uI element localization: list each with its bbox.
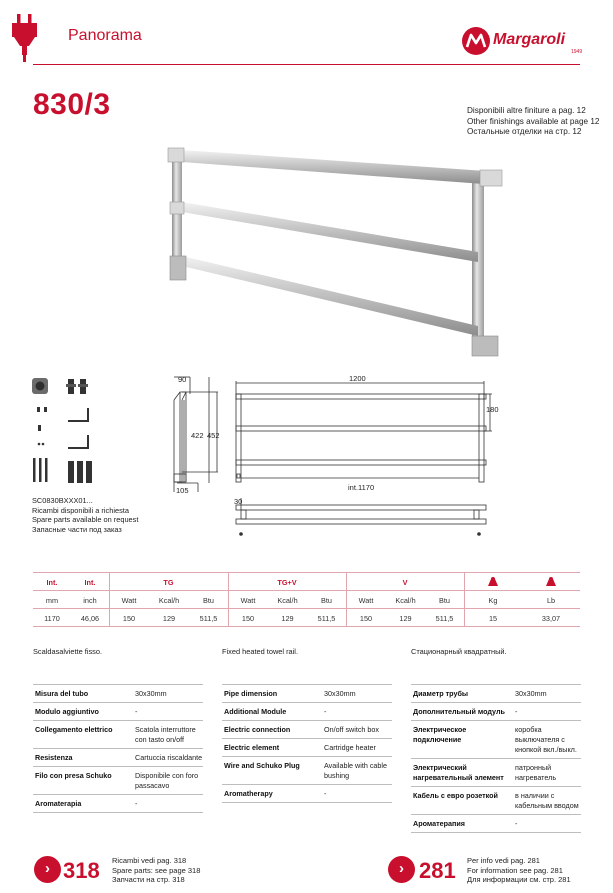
spec-values-row	[33, 610, 580, 626]
feature-value: Cartuccia riscaldante	[135, 753, 203, 762]
feature-value: -	[515, 707, 518, 716]
spec-unit: Watt	[121, 595, 137, 605]
spec-value: 33,07	[541, 613, 561, 623]
spec-header-int-inch: Int.	[84, 577, 96, 587]
spec-unit: Btu	[203, 595, 214, 605]
finish-note-ru: Остальные отделки на стр. 12	[467, 127, 582, 136]
chevron-right-icon: ›	[45, 860, 50, 877]
feature-row	[411, 703, 581, 721]
feature-key: Диаметр трубы	[413, 689, 469, 698]
feature-key: Кабель с евро розеткой	[413, 791, 498, 800]
feature-value: -	[135, 707, 138, 716]
spec-value: 129	[399, 613, 412, 623]
spec-unit: Kcal/h	[277, 595, 298, 605]
feature-row	[33, 795, 203, 813]
finish-note-en: Other finishings available at page 12	[467, 116, 600, 126]
spare-parts-note	[32, 496, 138, 534]
feature-value: Cartridge heater	[324, 743, 376, 752]
footer-note: Для информации см. стр. 281	[467, 875, 571, 885]
feature-value: -	[324, 707, 327, 716]
feature-row	[222, 721, 392, 739]
feature-key: Aromatherapy	[224, 789, 273, 798]
spec-value: 150	[359, 613, 373, 623]
spare-parts-page-note	[112, 856, 200, 885]
feature-key: Electric connection	[224, 725, 291, 734]
spec-unit: Watt	[358, 595, 374, 605]
footer-note: Ricambi vedi pag. 318	[112, 856, 187, 865]
spare-parts-code: SC0830BXXX01...	[32, 496, 93, 505]
feature-row	[411, 684, 581, 703]
spare-parts-illustration	[28, 375, 98, 490]
footer-note: Spare parts: see page 318	[112, 865, 201, 875]
feature-key: Pipe dimension	[224, 689, 278, 698]
feature-row	[411, 759, 581, 787]
description-ru: Стационарный квадратный.	[411, 647, 507, 656]
spec-header-int-mm: Int.	[46, 577, 58, 587]
description-en: Fixed heated towel rail.	[222, 647, 298, 656]
feature-key: Electric element	[224, 743, 280, 752]
feature-row	[33, 721, 203, 749]
dim-height-inner: 422	[191, 431, 204, 440]
weight-icon	[487, 576, 499, 587]
header-title: Panorama	[68, 27, 142, 44]
feature-key: Additional Module	[224, 707, 287, 716]
feature-key: Ароматерапия	[413, 819, 465, 828]
plug-icon	[8, 14, 42, 62]
weight-icon-kg	[464, 576, 522, 589]
spec-unit: Kcal/h	[395, 595, 416, 605]
feature-row	[222, 757, 392, 785]
spec-unit: Watt	[240, 595, 256, 605]
footer-note: For information see pag. 281	[467, 865, 563, 875]
dim-top-depth: 90	[178, 375, 187, 384]
model-number: 830/3	[33, 88, 111, 121]
spec-header-row	[33, 574, 580, 590]
chevron-right-icon: ›	[399, 860, 404, 877]
spec-unit: Btu	[321, 595, 332, 605]
features-table-it	[33, 684, 203, 813]
feature-value: On/off switch box	[324, 725, 379, 734]
feature-key: Электрическое подключение	[413, 725, 467, 744]
feature-key: Дополнительный модуль	[413, 707, 505, 716]
finish-notes	[467, 106, 599, 138]
dim-bar-spacing: 180	[486, 405, 499, 414]
feature-value: -	[135, 799, 138, 808]
side-view-drawing	[160, 370, 230, 500]
spec-value: 129	[162, 613, 176, 623]
spec-header-tgv: TG+V	[277, 577, 297, 587]
feature-value: патронный нагреватель	[515, 763, 557, 782]
feature-key: Misura del tubo	[35, 689, 89, 698]
feature-value: коробка выключателя с кнопкой вкл./выкл.	[515, 725, 577, 754]
spec-value: 511,5	[199, 613, 218, 623]
feature-key: Wire and Schuko Plug	[224, 761, 300, 770]
spec-units-row	[33, 592, 580, 608]
weight-icon	[545, 576, 557, 587]
features-table-ru	[411, 684, 581, 833]
product-image	[160, 140, 510, 360]
footer-note: Per info vedi pag. 281	[467, 856, 540, 865]
feature-row	[411, 721, 581, 759]
info-page-note	[467, 856, 571, 885]
feature-key: Resistenza	[35, 753, 73, 762]
brand-logo-mark	[461, 26, 491, 56]
feature-value: Disponibile con foro passacavo	[135, 771, 199, 790]
info-page-link[interactable]	[388, 856, 415, 883]
dim-width: 1200	[349, 374, 366, 383]
spare-parts-it: Ricambi disponibili a richiesta	[32, 505, 129, 515]
feature-key: Filo con presa Schuko	[35, 771, 112, 780]
spec-unit: Kcal/h	[158, 595, 180, 605]
spec-value: 1170	[44, 613, 60, 623]
weight-icon-lb	[522, 576, 580, 589]
spare-parts-page-link[interactable]	[34, 856, 61, 883]
feature-row	[33, 703, 203, 721]
dim-bottom-depth: 105	[176, 486, 189, 495]
feature-value: 30x30mm	[324, 689, 356, 698]
spec-unit: Btu	[439, 595, 450, 605]
spec-value: 15	[488, 613, 498, 623]
spec-value: 150	[241, 613, 255, 623]
front-view-drawing	[228, 370, 503, 545]
dim-height-outer: 452	[207, 431, 220, 440]
feature-value: -	[515, 819, 518, 828]
brand-logo	[461, 26, 587, 58]
header-divider	[33, 64, 580, 65]
feature-key: Modulo aggiuntivo	[35, 707, 99, 716]
finish-note-it: Disponibili altre finiture a pag. 12	[467, 106, 586, 115]
dim-top-view-depth: 30	[234, 497, 243, 506]
spare-parts-en: Spare parts available on request	[32, 515, 139, 524]
spec-table	[33, 566, 580, 626]
feature-row	[411, 787, 581, 815]
spec-unit: inch	[83, 595, 97, 605]
spare-parts-page-number[interactable]: 318	[63, 858, 100, 883]
spec-value: 46,06	[80, 613, 100, 623]
feature-value: 30x30mm	[135, 689, 167, 698]
feature-row	[33, 684, 203, 703]
spec-header-v: V	[402, 577, 408, 587]
feature-value: -	[324, 789, 327, 798]
spec-header-tg: TG	[163, 577, 174, 587]
description-it: Scaldasalviette fisso.	[33, 647, 103, 656]
feature-value: 30x30mm	[515, 689, 547, 698]
spare-parts-ru: Запасные части под заказ	[32, 524, 122, 534]
feature-value: Available with cable bushing	[324, 761, 387, 780]
info-page-number[interactable]: 281	[419, 858, 456, 883]
feature-row	[222, 739, 392, 757]
feature-row	[222, 785, 392, 803]
feature-row	[411, 815, 581, 833]
feature-value: Scatola interruttore con tasto on/off	[135, 725, 196, 744]
dim-int-width: int.1170	[348, 483, 375, 492]
feature-value: в наличии с кабельным вводом	[515, 791, 579, 810]
spec-unit: Kg	[488, 595, 498, 605]
feature-key: Электрический нагревательный элемент	[413, 763, 504, 782]
feature-row	[33, 767, 203, 795]
spec-unit: Lb	[546, 595, 556, 605]
feature-row	[222, 703, 392, 721]
spec-value: 511,5	[317, 613, 336, 623]
feature-row	[33, 749, 203, 767]
brand-year: 1949	[571, 49, 583, 55]
spec-value: 150	[122, 613, 136, 623]
features-table-en	[222, 684, 392, 803]
spec-value: 129	[281, 613, 294, 623]
feature-key: Collegamento elettrico	[35, 725, 113, 734]
footer-note: Запчасти на стр. 318	[112, 875, 185, 885]
feature-row	[222, 684, 392, 703]
spec-value: 511,5	[435, 613, 454, 623]
feature-key: Aromaterapia	[35, 799, 82, 808]
brand-name: Margaroli	[493, 31, 566, 48]
spec-unit: mm	[45, 595, 59, 605]
